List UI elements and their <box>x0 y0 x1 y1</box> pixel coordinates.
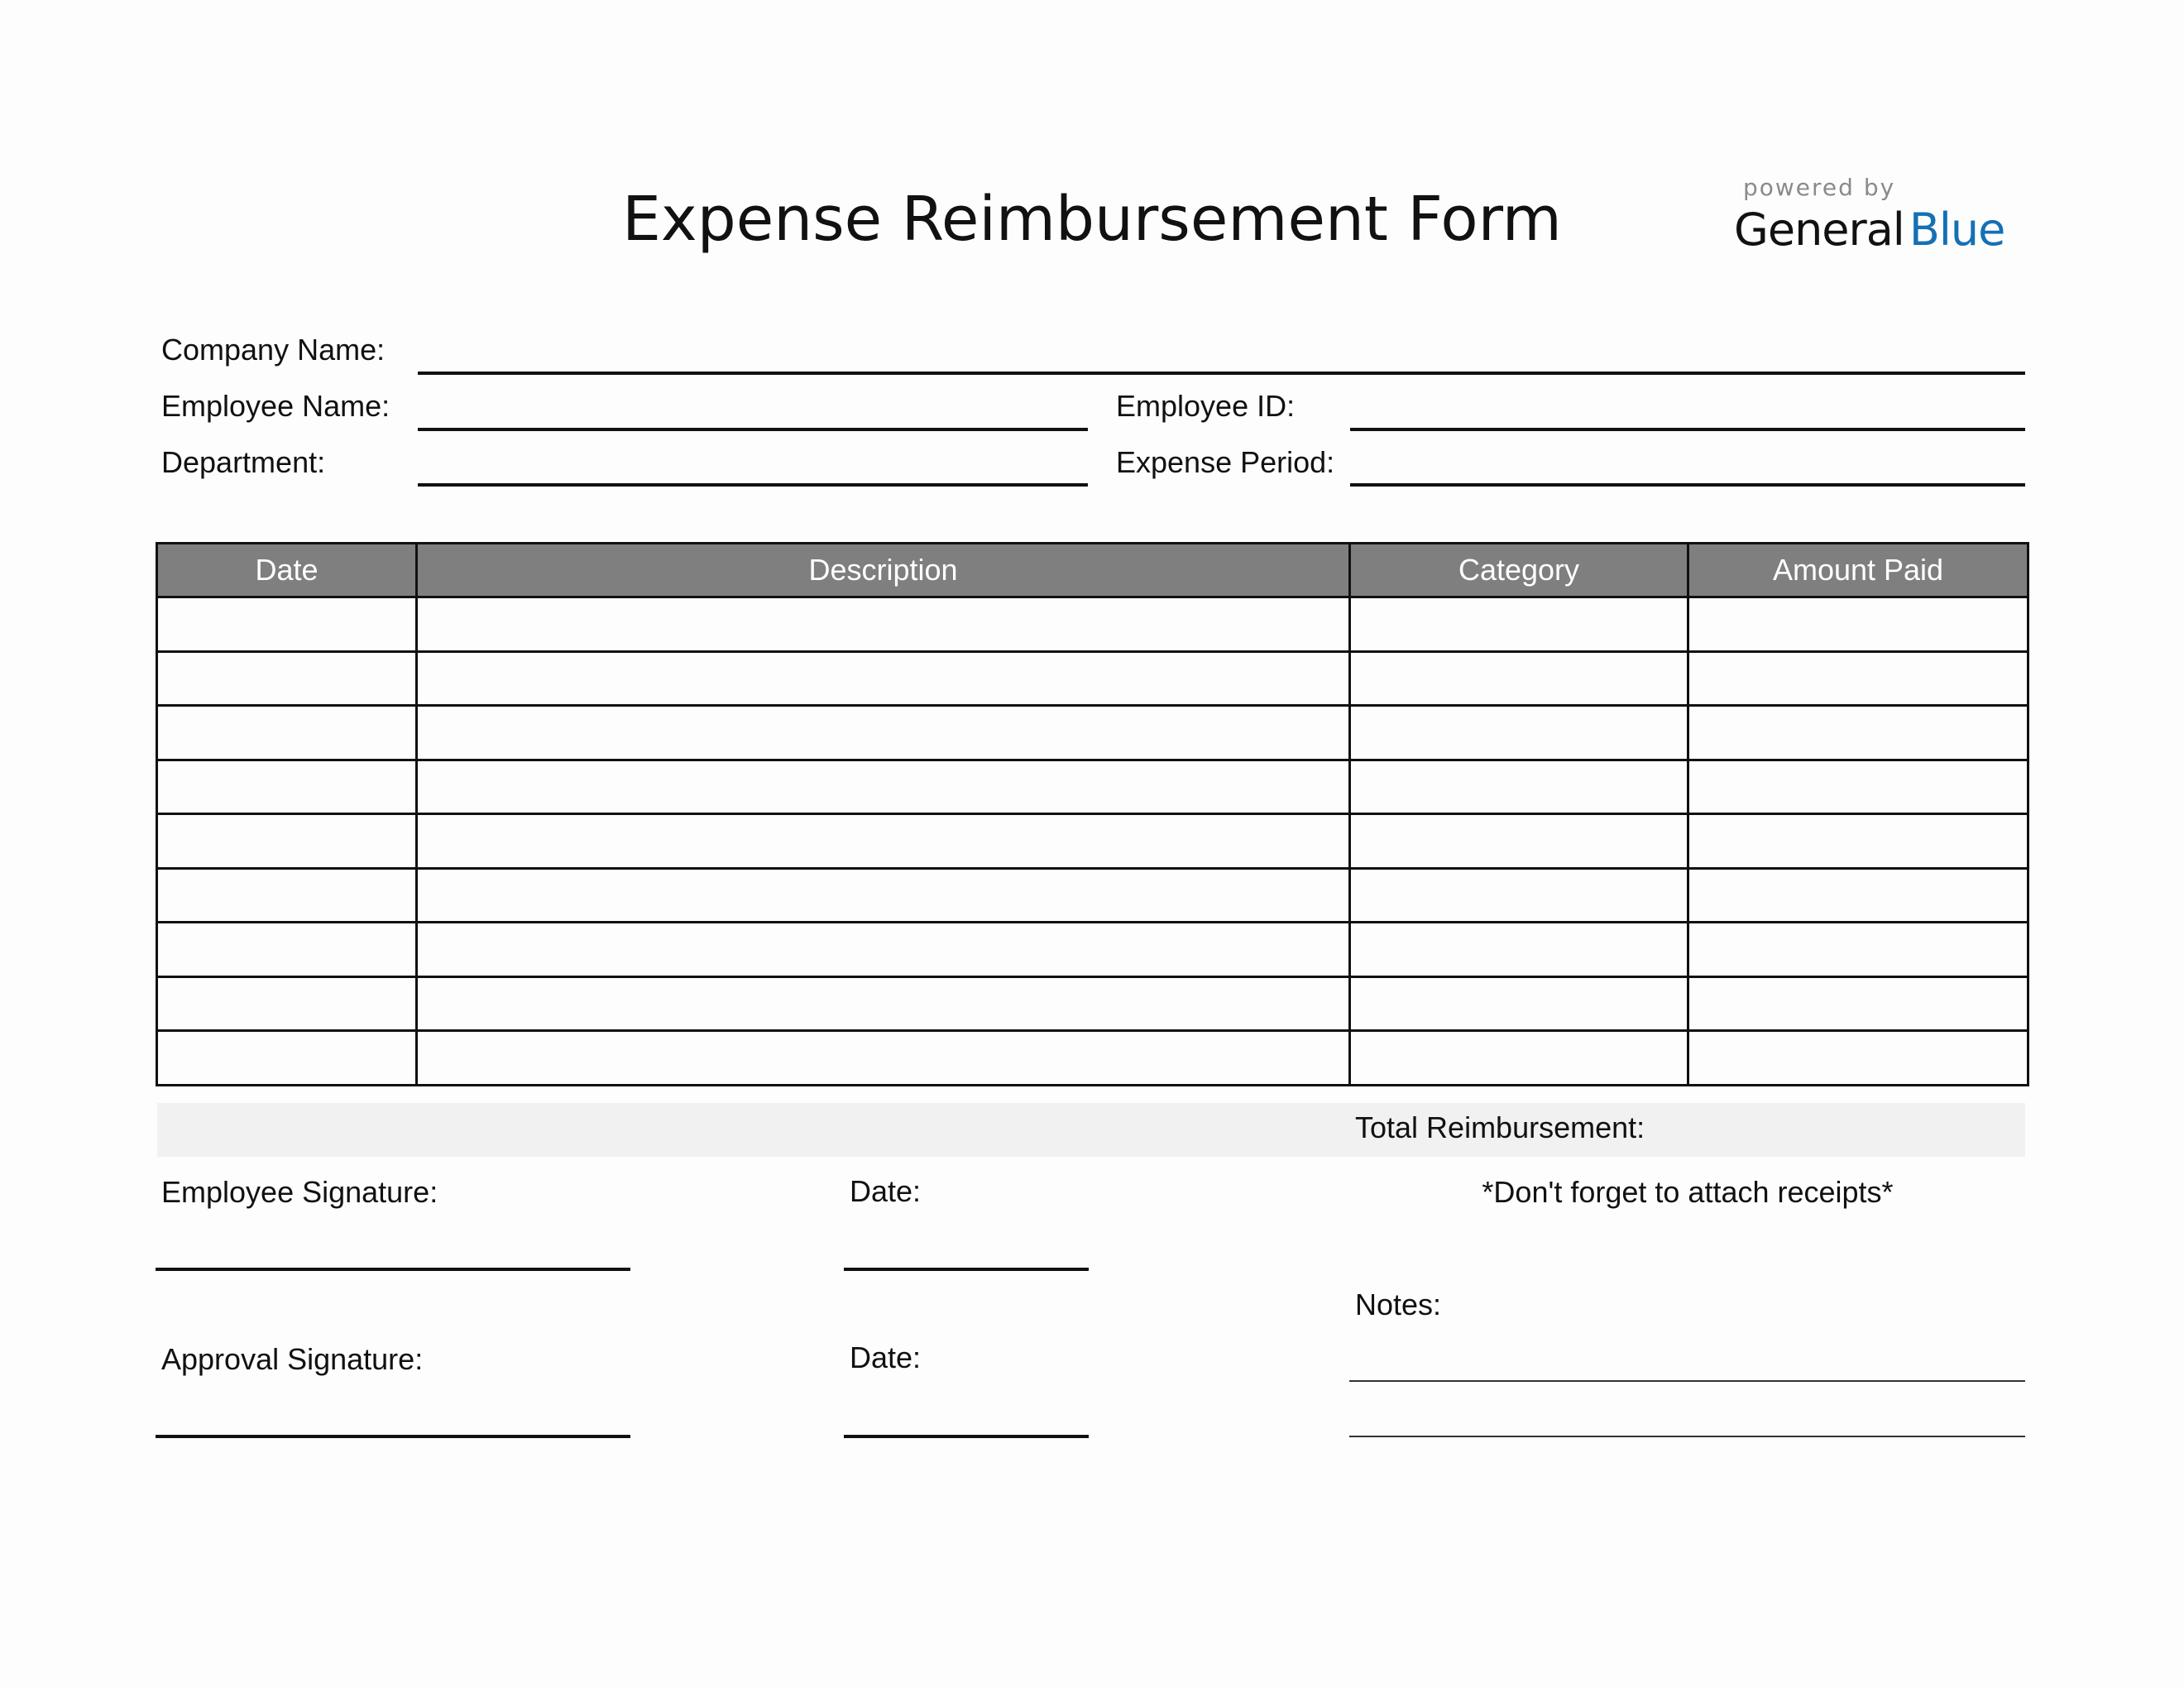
brand-primary: General <box>1734 204 1904 256</box>
category-cell[interactable] <box>1350 923 1688 977</box>
date-cell[interactable] <box>157 976 417 1031</box>
date-cell[interactable] <box>157 868 417 923</box>
total-reimbursement-label: Total Reimbursement: <box>1355 1110 1645 1144</box>
description-cell[interactable] <box>417 706 1350 760</box>
table-row <box>157 1031 2028 1086</box>
column-header-amount-paid: Amount Paid <box>1688 544 2028 597</box>
company-name-field[interactable] <box>418 372 2025 375</box>
date-cell[interactable] <box>157 651 417 706</box>
approval-signature-label: Approval Signature: <box>161 1342 424 1376</box>
description-cell[interactable] <box>417 923 1350 977</box>
table-row <box>157 868 2028 923</box>
column-header-date: Date <box>157 544 417 597</box>
date-cell[interactable] <box>157 923 417 977</box>
employee-name-field[interactable] <box>418 428 1088 431</box>
receipts-reminder: *Don't forget to attach receipts* <box>1482 1175 1894 1209</box>
employee-date-label: Date: <box>850 1174 922 1208</box>
notes-label: Notes: <box>1355 1288 1442 1321</box>
amount-cell[interactable] <box>1688 706 2028 760</box>
date-cell[interactable] <box>157 597 417 652</box>
employee-id-label: Employee ID: <box>1116 389 1296 423</box>
approval-date-label: Date: <box>850 1340 922 1374</box>
table-row <box>157 814 2028 869</box>
table-row <box>157 923 2028 977</box>
category-cell[interactable] <box>1350 597 1688 652</box>
column-header-category: Category <box>1350 544 1688 597</box>
date-cell[interactable] <box>157 1031 417 1086</box>
employee-date-field[interactable] <box>844 1268 1089 1271</box>
description-cell[interactable] <box>417 760 1350 814</box>
amount-cell[interactable] <box>1688 597 2028 652</box>
table-row <box>157 651 2028 706</box>
company-name-label: Company Name: <box>161 333 386 367</box>
description-cell[interactable] <box>417 1031 1350 1086</box>
category-cell[interactable] <box>1350 1031 1688 1086</box>
description-cell[interactable] <box>417 597 1350 652</box>
notes-line-2[interactable] <box>1349 1436 2025 1437</box>
employee-signature-field[interactable] <box>156 1268 630 1271</box>
total-reimbursement-value[interactable] <box>1689 1103 2025 1157</box>
table-row <box>157 976 2028 1031</box>
brand-secondary: Blue <box>1909 204 2005 256</box>
amount-cell[interactable] <box>1688 976 2028 1031</box>
expense-period-label: Expense Period: <box>1116 445 1335 479</box>
date-cell[interactable] <box>157 760 417 814</box>
category-cell[interactable] <box>1350 651 1688 706</box>
amount-cell[interactable] <box>1688 651 2028 706</box>
description-cell[interactable] <box>417 976 1350 1031</box>
amount-cell[interactable] <box>1688 923 2028 977</box>
table-header-row <box>157 544 2028 597</box>
department-field[interactable] <box>418 483 1088 487</box>
table-row <box>157 760 2028 814</box>
amount-cell[interactable] <box>1688 868 2028 923</box>
approval-signature-field[interactable] <box>156 1435 630 1438</box>
date-cell[interactable] <box>157 814 417 869</box>
table-row <box>157 706 2028 760</box>
page-title-text: Expense Reimbursement Form <box>622 184 1562 255</box>
amount-cell[interactable] <box>1688 814 2028 869</box>
department-label: Department: <box>161 445 326 479</box>
category-cell[interactable] <box>1350 814 1688 869</box>
description-cell[interactable] <box>417 651 1350 706</box>
table-row <box>157 597 2028 652</box>
category-cell[interactable] <box>1350 706 1688 760</box>
column-header-description: Description <box>417 544 1350 597</box>
description-cell[interactable] <box>417 814 1350 869</box>
employee-signature-label: Employee Signature: <box>161 1175 438 1209</box>
date-cell[interactable] <box>157 706 417 760</box>
brand-logo <box>1734 204 2004 256</box>
amount-cell[interactable] <box>1688 760 2028 814</box>
amount-cell[interactable] <box>1688 1031 2028 1086</box>
description-cell[interactable] <box>417 868 1350 923</box>
category-cell[interactable] <box>1350 976 1688 1031</box>
approval-date-field[interactable] <box>844 1435 1089 1438</box>
notes-line-1[interactable] <box>1349 1380 2025 1382</box>
expense-period-field[interactable] <box>1350 483 2025 487</box>
category-cell[interactable] <box>1350 760 1688 814</box>
employee-name-label: Employee Name: <box>161 389 390 423</box>
employee-id-field[interactable] <box>1350 428 2025 431</box>
category-cell[interactable] <box>1350 868 1688 923</box>
expense-table <box>156 542 2029 1086</box>
powered-by-label: powered by <box>1743 174 1896 201</box>
